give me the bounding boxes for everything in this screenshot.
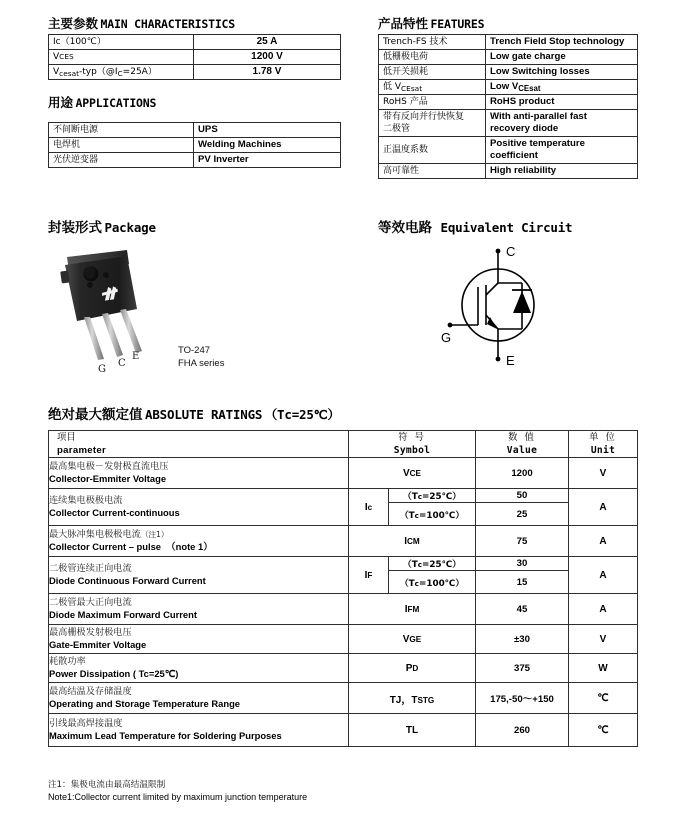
- parameter-cell: 二极管连续正向电流 Diode Continuous Forward Current: [49, 557, 349, 594]
- symbol-cell: Ic: [349, 489, 389, 526]
- unit-cell: V: [569, 458, 638, 489]
- parameter-cell: 最高结温及存储温度 Operating and Storage Temperature Range: [49, 683, 349, 714]
- table-row: [49, 557, 638, 571]
- application-cn: 电焊机: [49, 138, 194, 153]
- characteristic-param: Ic（100℃）: [49, 35, 194, 50]
- header-unit: 单 位 Unit: [569, 431, 638, 458]
- absolute-ratings-heading: [48, 403, 340, 423]
- header-parameter: 项目 parameter: [49, 431, 349, 458]
- condition-cell: （Tc=25℃）: [389, 557, 476, 571]
- table-row: [49, 138, 341, 153]
- applications-table: [48, 122, 341, 168]
- package-notch: [60, 271, 70, 284]
- igbt-equivalent-circuit-symbol: [438, 243, 558, 373]
- value-cell: 30: [476, 557, 569, 571]
- heading-cn: 绝对最大额定值: [48, 407, 143, 423]
- parameter-cell: 二极管最大正向电流 Diode Maximum Forward Current: [49, 594, 349, 625]
- table-row: [49, 65, 341, 80]
- features-table: [378, 34, 638, 179]
- header-symbol: 符 号 Symbol: [349, 431, 476, 458]
- application-cn: 不间断电源: [49, 123, 194, 138]
- unit-cell: A: [569, 594, 638, 625]
- characteristic-param: VCES: [49, 50, 194, 65]
- collector-terminal-dot: [496, 249, 501, 254]
- package-caption: [178, 345, 224, 370]
- package-dimple: [87, 282, 93, 288]
- package-heading: [48, 216, 156, 236]
- table-header-row: [49, 431, 638, 458]
- value-cell: 25: [476, 503, 569, 526]
- pin-label-collector: C: [118, 358, 126, 369]
- application-cn: 光伏逆变器: [49, 153, 194, 168]
- table-row: [379, 50, 638, 65]
- feature-en: Low Switching losses: [486, 65, 638, 80]
- characteristic-value: 25 A: [194, 35, 341, 50]
- package-series: FHA series: [178, 357, 225, 369]
- footnote-en: Note1:Collector current limited by maximum junction temperature: [48, 792, 308, 802]
- heading-en: FEATURES: [430, 17, 485, 31]
- parameter-cell: 最高集电极－发射极直流电压 Collector-Emmiter Voltage: [49, 458, 349, 489]
- unit-cell: V: [569, 625, 638, 654]
- pin-label-gate: G: [98, 364, 106, 375]
- heading-cn: 等效电路: [378, 220, 432, 236]
- footnote: [48, 779, 307, 803]
- symbol-cell: VCE: [349, 458, 476, 489]
- feature-cn: RoHS 产品: [379, 95, 486, 110]
- characteristic-value: 1200 V: [194, 50, 341, 65]
- unit-cell: A: [569, 557, 638, 594]
- value-cell: 1200: [476, 458, 569, 489]
- terminal-label-gate: G: [441, 330, 452, 345]
- lead-emitter: [120, 309, 142, 353]
- features-heading: [378, 14, 484, 32]
- heading-condition: （Tc=25℃）: [264, 407, 340, 422]
- pin-label-emitter: E: [132, 351, 140, 362]
- parameter-cell: 最高栅极发射极电压 Gate-Emmiter Voltage: [49, 625, 349, 654]
- application-en: PV Inverter: [194, 153, 341, 168]
- gate-terminal-dot: [448, 323, 453, 328]
- table-row: [49, 458, 638, 489]
- value-cell: 175,-50～+150: [476, 683, 569, 714]
- terminal-label-emitter: E: [506, 353, 515, 368]
- table-row: [49, 50, 341, 65]
- feature-cn: 正温度系数: [379, 137, 486, 164]
- applications-heading: [48, 93, 156, 111]
- value-cell: 50: [476, 489, 569, 503]
- parameter-cell: 耗散功率 Power Dissipation ( Tc=25℃): [49, 654, 349, 683]
- diode-symbol: [513, 291, 531, 313]
- symbol-cell: IFM: [349, 594, 476, 625]
- heading-en: ABSOLUTE RATINGS: [145, 407, 263, 422]
- heading-en: Package: [104, 220, 156, 235]
- unit-cell: ℃: [569, 714, 638, 747]
- table-row: [49, 153, 341, 168]
- table-row: [379, 65, 638, 80]
- value-cell: 375: [476, 654, 569, 683]
- heading-cn: 主要参数: [48, 16, 99, 31]
- value-cell: 45: [476, 594, 569, 625]
- feature-en: RoHS product: [486, 95, 638, 110]
- application-en: Welding Machines: [194, 138, 341, 153]
- table-row: [49, 714, 638, 747]
- value-cell: 75: [476, 526, 569, 557]
- absolute-ratings-table: [48, 430, 638, 747]
- feature-en: Trench Field Stop technology: [486, 35, 638, 50]
- unit-cell: A: [569, 526, 638, 557]
- heading-cn: 产品特性: [378, 16, 429, 31]
- value-cell: 260: [476, 714, 569, 747]
- package-type: TO-247: [178, 345, 211, 356]
- feature-cn: 高可靠性: [379, 164, 486, 179]
- feature-cn: 带有反向并行快恢复 二极管: [379, 110, 486, 137]
- symbol-cell: ICM: [349, 526, 476, 557]
- to247-package-photo: [57, 247, 175, 375]
- feature-cn: 低栅极电荷: [379, 50, 486, 65]
- unit-cell: A: [569, 489, 638, 526]
- table-row: [49, 489, 638, 503]
- table-row: [49, 526, 638, 557]
- symbol-cell: IF: [349, 557, 389, 594]
- table-row: [379, 164, 638, 179]
- table-row: [49, 625, 638, 654]
- symbol-cell: TL: [349, 714, 476, 747]
- feature-en: Low $V_{CEsat}$: [486, 80, 638, 95]
- symbol-cell: VGE: [349, 625, 476, 654]
- table-row: [379, 35, 638, 50]
- table-row: [49, 594, 638, 625]
- feature-cn: 低开关损耗: [379, 65, 486, 80]
- absolute-ratings-table-wrapper: [48, 430, 637, 747]
- lead-collector: [102, 313, 123, 357]
- table-row: [49, 123, 341, 138]
- value-cell: ±30: [476, 625, 569, 654]
- condition-cell: （Tc=100℃）: [389, 503, 476, 526]
- table-row: [379, 137, 638, 164]
- emitter-terminal-dot: [496, 357, 501, 362]
- table-row: [379, 80, 638, 95]
- value-cell: 15: [476, 571, 569, 594]
- footnote-cn: 注1：集极电流由最高结温限制: [48, 780, 166, 790]
- characteristic-param: $V_{cesat}-typ(@I_C=25A)$: [49, 65, 194, 80]
- feature-en: With anti-parallel fast recovery diode: [486, 110, 638, 137]
- main-characteristics-heading: [48, 14, 235, 32]
- feature-cn: 低 $V_{CEsat}$: [379, 80, 486, 95]
- unit-cell: W: [569, 654, 638, 683]
- symbol-cell: PD: [349, 654, 476, 683]
- main-characteristics-table: [48, 34, 341, 80]
- table-row: [49, 654, 638, 683]
- feature-en: Positive temperature coefficient: [486, 137, 638, 164]
- heading-en: MAIN CHARACTERISTICS: [100, 17, 236, 31]
- feature-en: Low gate charge: [486, 50, 638, 65]
- lead-gate: [84, 317, 104, 360]
- parameter-cell: 最大脉冲集电极极电流（注1） Collector Current – pulse （note 1）: [49, 526, 349, 557]
- application-en: UPS: [194, 123, 341, 138]
- parameter-cell: 连续集电极极电流 Collector Current-continuous: [49, 489, 349, 526]
- table-row: [379, 110, 638, 137]
- table-row: [49, 35, 341, 50]
- package-dimple: [103, 272, 109, 278]
- header-value: 数 值 Value: [476, 431, 569, 458]
- equivalent-circuit-heading: [378, 216, 572, 236]
- table-row: [49, 683, 638, 714]
- heading-cn: 封装形式: [48, 220, 102, 236]
- feature-en: High reliability: [486, 164, 638, 179]
- condition-cell: （Tc=25℃）: [389, 489, 476, 503]
- heading-cn: 用途: [48, 95, 74, 110]
- characteristic-value: 1.78 V: [194, 65, 341, 80]
- unit-cell: ℃: [569, 683, 638, 714]
- feature-cn: Trench-FS 技术: [379, 35, 486, 50]
- symbol-cell: TJ，TSTG: [349, 683, 476, 714]
- parameter-cell: 引线最高焊接温度 Maximum Lead Temperature for Soldering Purposes: [49, 714, 349, 747]
- condition-cell: （Tc=100℃）: [389, 571, 476, 594]
- terminal-label-collector: C: [506, 244, 516, 259]
- table-row: [379, 95, 638, 110]
- heading-en: APPLICATIONS: [75, 96, 157, 110]
- heading-en: Equivalent Circuit: [440, 220, 573, 235]
